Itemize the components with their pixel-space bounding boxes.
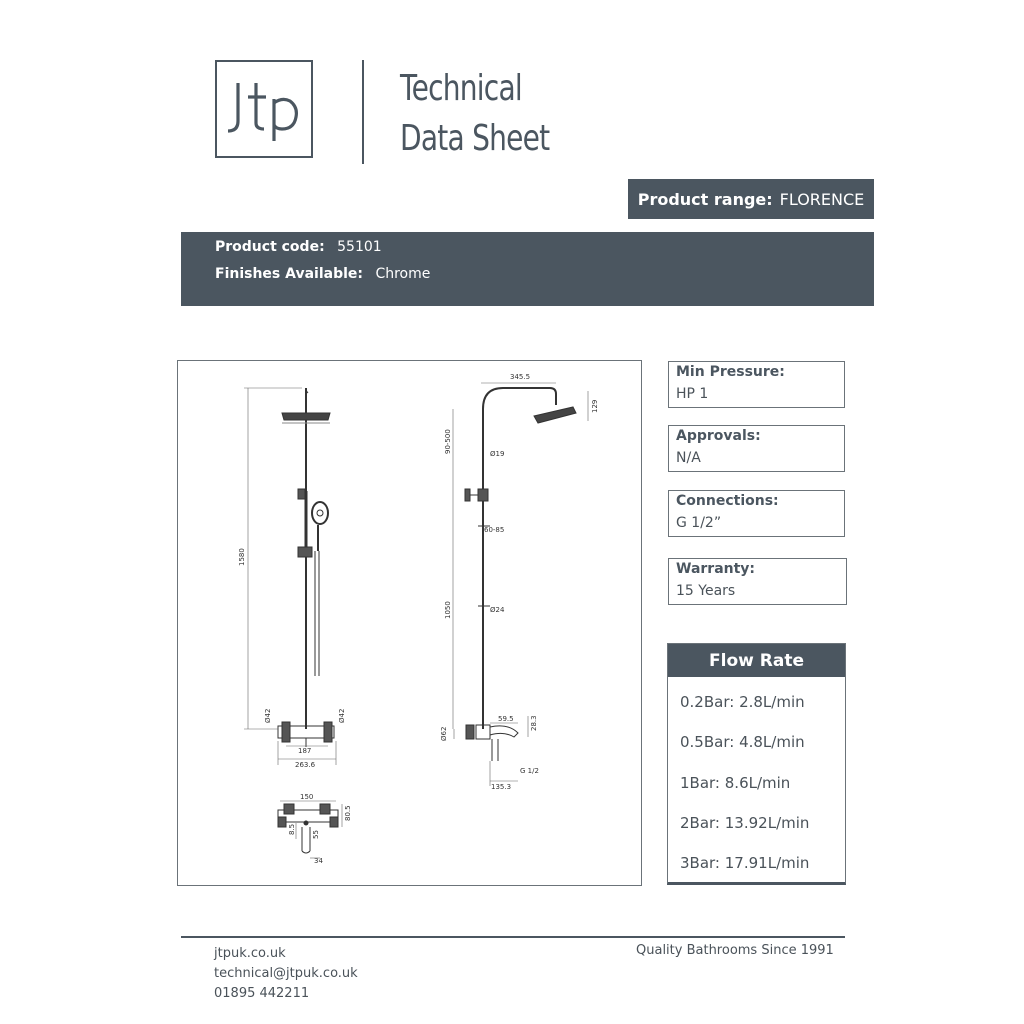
product-code-label: Product code: [215, 239, 325, 255]
spec-approvals-label: Approvals: [676, 428, 761, 444]
spec-warranty-label: Warranty: [676, 561, 756, 577]
spec-approvals [668, 425, 845, 472]
header-divider [362, 60, 364, 164]
jtp-logo-mark [222, 77, 306, 141]
flow-rate: 8.6L/min [724, 774, 791, 792]
dim-front-width: 263.6 [295, 761, 316, 769]
flow-row [680, 814, 809, 832]
flow-rate: 13.92L/min [724, 814, 810, 832]
dim-side-bracket: 60-85 [484, 526, 505, 534]
spec-warranty [668, 558, 847, 605]
dim-side-arm: 345.5 [510, 373, 531, 381]
spec-approvals-value: N/A [676, 450, 701, 466]
spec-min-pressure [668, 361, 845, 408]
flow-rate: 2.8L/min [739, 693, 805, 711]
product-range-bar [628, 179, 874, 219]
dim-side-depth: 135.3 [491, 783, 512, 791]
flow-pressure: 0.2Bar: [680, 693, 735, 711]
flow-rate: 17.91L/min [724, 854, 810, 872]
dim-top-spout-drop: 55 [312, 830, 320, 839]
title-line-2: Data Sheet [400, 118, 550, 159]
drawing-svg [178, 361, 643, 887]
dim-side-rail-lower: 1050 [444, 601, 452, 619]
product-code-row [215, 239, 382, 255]
flow-pressure: 3Bar: [680, 854, 720, 872]
dim-side-dia-base: Ø62 [440, 726, 448, 741]
product-code-value: 55101 [337, 239, 382, 255]
product-info-bar [181, 232, 874, 306]
spec-connections-value: G 1/2” [676, 515, 722, 531]
flow-pressure: 1Bar: [680, 774, 720, 792]
footer-divider [181, 936, 845, 938]
dim-side-thread: G 1/2 [520, 767, 539, 775]
spec-warranty-value: 15 Years [676, 583, 736, 599]
flow-pressure: 2Bar: [680, 814, 720, 832]
dim-side-rail-adjust: 90-500 [444, 429, 452, 454]
technical-drawing [177, 360, 642, 886]
finishes-row [215, 266, 430, 282]
product-range-value: FLORENCE [779, 189, 865, 209]
footer-email[interactable]: technical@jtpuk.co.uk [214, 966, 358, 981]
dim-side-head-height: 129 [591, 399, 599, 413]
dim-front-dia-left: Ø42 [264, 708, 272, 723]
flow-rate: 4.8L/min [739, 733, 805, 751]
dim-top-spout-dia: 34 [314, 857, 323, 865]
document-title [400, 64, 549, 164]
dim-front-dia-right: Ø42 [338, 708, 346, 723]
spec-min-pressure-label: Min Pressure: [676, 364, 785, 380]
dim-side-dia-lower: Ø24 [490, 606, 505, 614]
footer-website[interactable]: jtpuk.co.uk [214, 946, 286, 961]
dim-side-spout-length: 59.5 [498, 715, 514, 723]
flow-row [680, 774, 790, 792]
spec-min-pressure-value: HP 1 [676, 386, 709, 402]
dim-top-width: 150 [300, 793, 314, 801]
footer-tagline: Quality Bathrooms Since 1991 [636, 943, 834, 958]
dim-front-height: 1580 [238, 548, 246, 566]
spec-connections-label: Connections: [676, 493, 779, 509]
dim-side-spout-height: 28.3 [530, 715, 538, 731]
flow-row [680, 693, 805, 711]
flow-rate-title: Flow Rate [668, 644, 845, 677]
footer-phone: 01895 442211 [214, 986, 310, 1001]
spec-connections [668, 490, 845, 537]
dim-side-dia-upper: Ø19 [490, 450, 505, 458]
finishes-label: Finishes Available: [215, 266, 363, 282]
front-view [244, 388, 336, 765]
brand-logo [215, 60, 313, 158]
dim-front-centres: 187 [298, 747, 312, 755]
title-line-1: Technical [400, 68, 522, 109]
dim-top-offset: 8.5 [288, 823, 296, 835]
dim-top-height: 80.5 [344, 805, 352, 821]
flow-rate-table [667, 643, 846, 885]
flow-pressure: 0.5Bar: [680, 733, 735, 751]
finishes-value: Chrome [375, 266, 431, 282]
side-view [453, 383, 588, 786]
flow-row [680, 854, 809, 872]
product-range-label: Product range: [637, 189, 773, 209]
flow-row [680, 733, 805, 751]
